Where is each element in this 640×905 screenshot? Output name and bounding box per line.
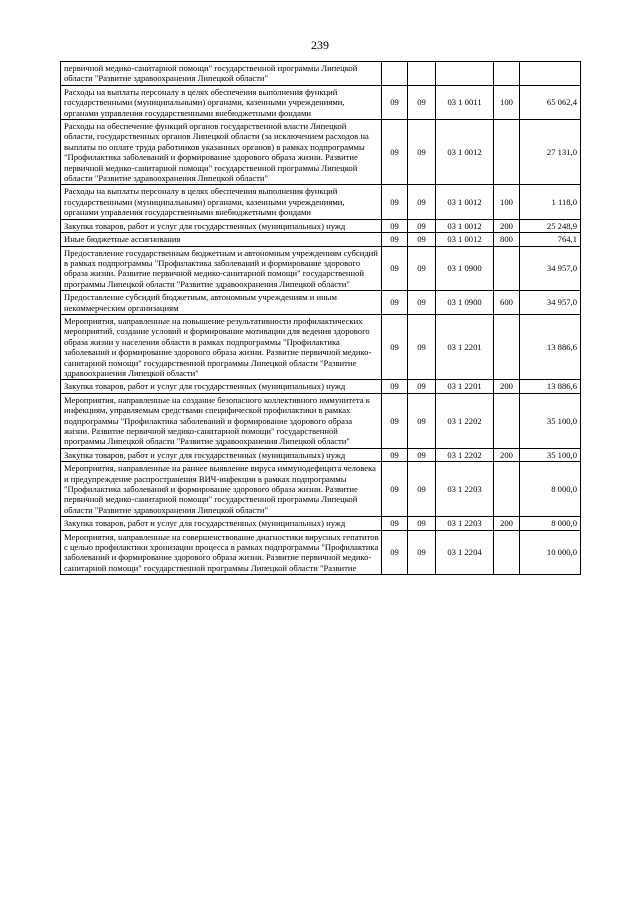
row-description: Предоставление государственным бюджетным и автономным учреждениям субсидий в рамках подпрограммы "Профилактика заболеваний и формирование здорового образа жизни. Развитие первичной медико-санитарной помощи" государственной программы Липецкой области "Развитие здравоохранения Липецкой области" [61,246,382,291]
row-amount: 25 248,9 [520,219,581,232]
row-section-code: 09 [382,219,408,232]
row-target-code: 03 1 2204 [436,530,494,575]
row-expense-type-code: 200 [494,219,520,232]
row-subsection-code: 09 [408,462,436,517]
row-description: Расходы на выплаты персоналу в целях обеспечения выполнения функций государственными (муниципальными) органами, казенными учреждениями, органами управления государственными внебюджетными фондами [61,185,382,219]
row-description: Иные бюджетные ассигнования [61,233,382,246]
row-subsection-code: 09 [408,380,436,393]
row-expense-type-code: 800 [494,233,520,246]
row-target-code: 03 1 2203 [436,462,494,517]
row-target-code: 03 1 2202 [436,448,494,461]
row-target-code: 03 1 0012 [436,219,494,232]
row-amount: 8 000,0 [520,517,581,530]
row-subsection-code: 09 [408,246,436,291]
row-amount: 35 100,0 [520,448,581,461]
row-subsection-code: 09 [408,219,436,232]
row-subsection-code: 09 [408,120,436,185]
table-row [61,62,581,86]
table-row [61,393,581,448]
row-expense-type-code [494,530,520,575]
row-section-code: 09 [382,448,408,461]
row-section-code: 09 [382,530,408,575]
row-expense-type-code [494,120,520,185]
row-target-code: 03 1 2202 [436,393,494,448]
row-description: Закупка товаров, работ и услуг для государственных (муниципальных) нужд [61,380,382,393]
row-amount: 27 131,0 [520,120,581,185]
row-expense-type-code: 100 [494,85,520,119]
row-amount: 10 000,0 [520,530,581,575]
row-description: Закупка товаров, работ и услуг для государственных (муниципальных) нужд [61,219,382,232]
row-amount: 1 118,0 [520,185,581,219]
row-section-code: 09 [382,462,408,517]
row-description: Закупка товаров, работ и услуг для государственных (муниципальных) нужд [61,517,382,530]
row-expense-type-code [494,393,520,448]
row-section-code: 09 [382,314,408,379]
row-section-code: 09 [382,393,408,448]
row-target-code: 03 1 2203 [436,517,494,530]
row-amount: 8 000,0 [520,462,581,517]
row-expense-type-code: 200 [494,380,520,393]
page-number: 239 [311,38,329,52]
row-description: Мероприятия, направленные на создание безопасного коллективного иммунитета к инфекциям, управляемым средствами специфической профилактики в рамках подпрограммы "Профилактика заболеваний и формирование здорового образа жизни. Развитие первичной медико-санитарной помощи" государственной программы Липецкой области "Развитие здравоохранения Липецкой области" [61,393,382,448]
row-section-code: 09 [382,85,408,119]
budget-table-body [61,62,581,575]
row-amount: 34 957,0 [520,291,581,315]
row-description: Мероприятия, направленные на повышение результативности профилактических мероприятий, создание условий и формирование мотивации для ведения здорового образа жизни у населения области в рамках подпрограммы "Профилактика заболеваний и формирование здорового образа жизни. Развитие первичной медико-санитарной помощи" государственной программы Липецкой области "Развитие здравоохранения Липецкой области" [61,314,382,379]
row-amount: 764,1 [520,233,581,246]
table-row [61,530,581,575]
budget-table [60,61,581,575]
row-expense-type-code: 200 [494,448,520,461]
row-expense-type-code [494,314,520,379]
row-description: Расходы на обеспечение функций органов государственной власти Липецкой области, государственных органов Липецкой области (за исключением расходов на выплаты по оплате труда работников указанных органов) в рамках подпрограммы "Профилактика заболеваний и формирование здорового образа жизни. Развитие первичной медико-санитарной помощи" государственной программы Липецкой области "Развитие здравоохранения Липецкой области" [61,120,382,185]
row-target-code: 03 1 0011 [436,85,494,119]
row-section-code: 09 [382,380,408,393]
row-amount: 13 886,6 [520,314,581,379]
table-row [61,246,581,291]
row-subsection-code: 09 [408,448,436,461]
row-description: Расходы на выплаты персоналу в целях обеспечения выполнения функций государственными (муниципальными) органами, казенными учреждениями, органами управления государственными внебюджетными фондами [61,85,382,119]
row-amount: 34 957,0 [520,246,581,291]
row-subsection-code: 09 [408,517,436,530]
row-target-code: 03 1 0900 [436,291,494,315]
row-description: Предоставление субсидий бюджетным, автономным учреждениям и иным некоммерческим организациям [61,291,382,315]
row-amount: 35 100,0 [520,393,581,448]
row-expense-type-code: 600 [494,291,520,315]
table-row [61,185,581,219]
row-amount [520,62,581,86]
row-section-code: 09 [382,517,408,530]
row-section-code: 09 [382,185,408,219]
row-description: Закупка товаров, работ и услуг для государственных (муниципальных) нужд [61,448,382,461]
table-row [61,120,581,185]
row-amount: 65 062,4 [520,85,581,119]
row-target-code: 03 1 0900 [436,246,494,291]
row-amount: 13 886,6 [520,380,581,393]
row-expense-type-code: 100 [494,185,520,219]
row-subsection-code: 09 [408,185,436,219]
row-section-code: 09 [382,233,408,246]
row-subsection-code: 09 [408,85,436,119]
row-expense-type-code [494,462,520,517]
row-subsection-code: 09 [408,393,436,448]
row-description: Мероприятия, направленные на раннее выявление вируса иммунодефицита человека и предупреждение распространения ВИЧ-инфекции в рамках подпрограммы "Профилактика заболеваний и формирование здорового образа жизни. Развитие первичной медико-санитарной помощи" государственной программы Липецкой области "Развитие здравоохранения Липецкой области" [61,462,382,517]
row-target-code [436,62,494,86]
table-row [61,517,581,530]
row-subsection-code: 09 [408,233,436,246]
row-expense-type-code [494,246,520,291]
row-expense-type-code [494,62,520,86]
table-row [61,462,581,517]
row-section-code: 09 [382,246,408,291]
row-section-code: 09 [382,120,408,185]
table-row [61,291,581,315]
row-subsection-code: 09 [408,291,436,315]
table-row [61,380,581,393]
row-subsection-code [408,62,436,86]
row-section-code: 09 [382,291,408,315]
row-target-code: 03 1 0012 [436,233,494,246]
row-expense-type-code: 200 [494,517,520,530]
row-description: первичной медико-санитарной помощи" государственной программы Липецкой области "Развитие здравоохранения Липецкой области" [61,62,382,86]
row-subsection-code: 09 [408,530,436,575]
table-row [61,219,581,232]
table-row [61,314,581,379]
table-row [61,233,581,246]
row-target-code: 03 1 0012 [436,120,494,185]
row-subsection-code: 09 [408,314,436,379]
table-row [61,85,581,119]
table-row [61,448,581,461]
row-target-code: 03 1 0012 [436,185,494,219]
row-target-code: 03 1 2201 [436,380,494,393]
row-target-code: 03 1 2201 [436,314,494,379]
row-section-code [382,62,408,86]
row-description: Мероприятия, направленные на совершенствование диагностики вирусных гепатитов с целью профилактики хронизации процесса в рамках подпрограммы "Профилактика заболеваний и формирование здорового образа жизни. Развитие первичной медико-санитарной помощи" государственной программы Липецкой области "Развитие [61,530,382,575]
